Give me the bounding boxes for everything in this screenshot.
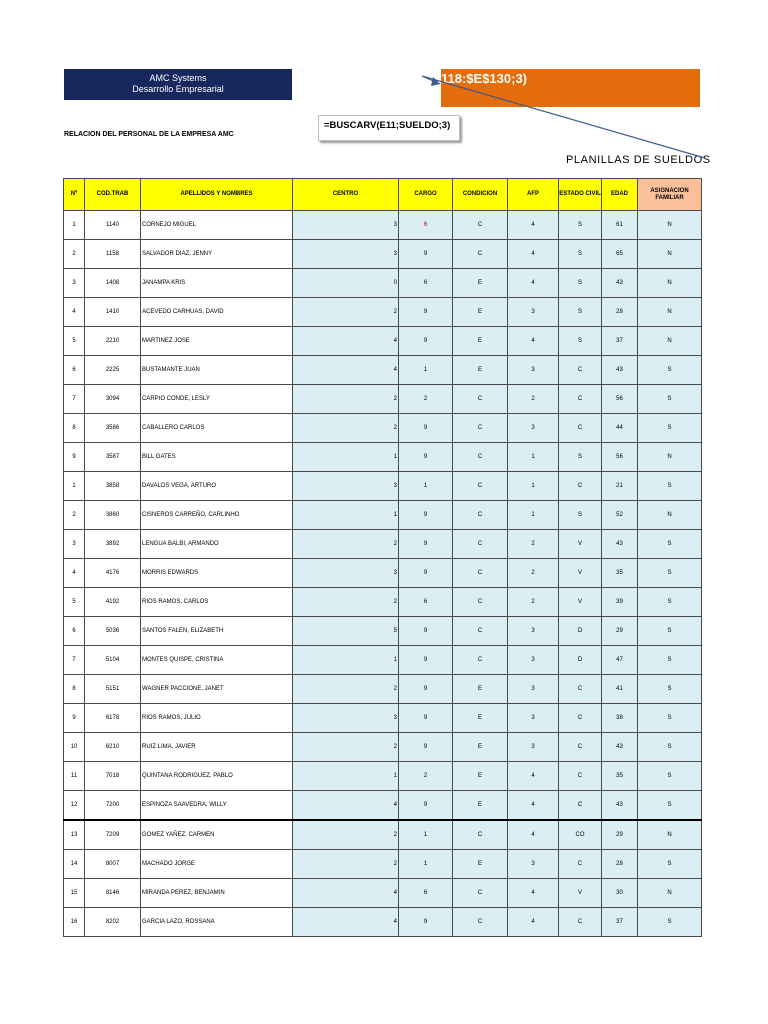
cell-nombre[interactable]: MORRIS EDWARDS xyxy=(141,559,293,588)
table-row xyxy=(64,908,702,937)
cell-estado-civil[interactable]: C xyxy=(559,762,602,791)
cell-estado-civil[interactable]: C xyxy=(559,472,602,501)
cell-n[interactable]: 5 xyxy=(64,588,85,617)
cell-cargo[interactable]: 6 xyxy=(399,588,453,617)
cell-edad[interactable]: 52 xyxy=(602,501,638,530)
table-row xyxy=(64,733,702,762)
cell-centro[interactable]: 3 xyxy=(293,472,399,501)
cell-nombre[interactable]: GOMEZ YAÑEZ, CARMEN xyxy=(141,820,293,850)
cell-condicion[interactable]: E xyxy=(453,298,508,327)
cell-nombre[interactable]: RUIZ LIMA, JAVIER xyxy=(141,733,293,762)
header-cod: COD.TRAB xyxy=(85,179,141,211)
cell-asignacion[interactable]: S xyxy=(638,385,702,414)
table-row xyxy=(64,443,702,472)
cell-afp[interactable]: 1 xyxy=(508,501,559,530)
cell-estado-civil[interactable]: S xyxy=(559,269,602,298)
cell-cod[interactable]: 8202 xyxy=(85,908,141,937)
cell-afp[interactable]: 4 xyxy=(508,820,559,850)
cell-n[interactable]: 6 xyxy=(64,617,85,646)
cell-centro[interactable]: 2 xyxy=(293,298,399,327)
cell-n[interactable]: 3 xyxy=(64,530,85,559)
cell-n[interactable]: 16 xyxy=(64,908,85,937)
cell-cargo[interactable]: 9 xyxy=(399,704,453,733)
cell-afp[interactable]: 3 xyxy=(508,646,559,675)
cell-cod[interactable]: 6178 xyxy=(85,704,141,733)
cell-edad[interactable]: 39 xyxy=(602,588,638,617)
cell-cod[interactable]: 7200 xyxy=(85,791,141,821)
cell-edad[interactable]: 43 xyxy=(602,791,638,821)
cell-cod[interactable]: 3587 xyxy=(85,443,141,472)
cell-cargo[interactable]: 9 xyxy=(399,646,453,675)
cell-nombre[interactable]: SALVADOR DIAZ, JENNY xyxy=(141,240,293,269)
cell-asignacion[interactable]: S xyxy=(638,530,702,559)
cell-asignacion[interactable]: N xyxy=(638,298,702,327)
cell-edad[interactable]: 35 xyxy=(602,762,638,791)
cell-centro[interactable]: 4 xyxy=(293,327,399,356)
cell-nombre[interactable]: WAGNER PACCIONE, JANET xyxy=(141,675,293,704)
cell-nombre[interactable]: RIOS RAMOS, CARLOS xyxy=(141,588,293,617)
cell-nombre[interactable]: DAVALOS VEGA, ARTURO xyxy=(141,472,293,501)
cell-estado-civil[interactable]: S xyxy=(559,501,602,530)
cell-nombre[interactable]: CARPIO CONDE, LESLY xyxy=(141,385,293,414)
cell-nombre[interactable]: LENGUA BALBI, ARMANDO xyxy=(141,530,293,559)
connector-line-long xyxy=(422,76,705,158)
cell-asignacion[interactable]: S xyxy=(638,356,702,385)
cell-edad[interactable]: 56 xyxy=(602,443,638,472)
cell-centro[interactable]: 4 xyxy=(293,879,399,908)
cell-cod[interactable]: 3094 xyxy=(85,385,141,414)
cell-cod[interactable]: 7209 xyxy=(85,820,141,850)
cell-condicion[interactable]: C xyxy=(453,501,508,530)
cell-edad[interactable]: 38 xyxy=(602,704,638,733)
cell-centro[interactable]: 1 xyxy=(293,646,399,675)
cell-condicion[interactable]: C xyxy=(453,617,508,646)
cell-estado-civil[interactable]: C xyxy=(559,356,602,385)
cell-n[interactable]: 11 xyxy=(64,762,85,791)
cell-cargo[interactable]: 9 xyxy=(399,298,453,327)
cell-afp[interactable]: 3 xyxy=(508,733,559,762)
table-row xyxy=(64,269,702,298)
table-row xyxy=(64,211,702,240)
cell-n[interactable]: 14 xyxy=(64,850,85,879)
cell-cargo[interactable]: 9 xyxy=(399,240,453,269)
cell-cod[interactable]: 5036 xyxy=(85,617,141,646)
cell-condicion[interactable]: E xyxy=(453,791,508,821)
cell-condicion[interactable]: E xyxy=(453,327,508,356)
header-n: Nº xyxy=(64,179,85,211)
cell-estado-civil[interactable]: S xyxy=(559,240,602,269)
table-row xyxy=(64,385,702,414)
cell-centro[interactable]: 1 xyxy=(293,443,399,472)
cell-centro[interactable]: 1 xyxy=(293,762,399,791)
cell-centro[interactable]: 0 xyxy=(293,269,399,298)
cell-afp[interactable]: 2 xyxy=(508,588,559,617)
cell-cod[interactable]: 1408 xyxy=(85,269,141,298)
cell-cod[interactable]: 7018 xyxy=(85,762,141,791)
cell-edad[interactable]: 65 xyxy=(602,240,638,269)
cell-cod[interactable]: 3586 xyxy=(85,414,141,443)
cell-estado-civil[interactable]: V xyxy=(559,530,602,559)
table-row xyxy=(64,617,702,646)
cell-estado-civil[interactable]: C xyxy=(559,385,602,414)
cell-nombre[interactable]: CABALLERO CARLOS xyxy=(141,414,293,443)
cell-edad[interactable]: 28 xyxy=(602,850,638,879)
cell-cargo[interactable]: 6 xyxy=(399,879,453,908)
cell-estado-civil[interactable]: CO xyxy=(559,820,602,850)
cell-condicion[interactable]: C xyxy=(453,240,508,269)
cell-nombre[interactable]: CORNEJO MIGUEL xyxy=(141,211,293,240)
table-row xyxy=(64,559,702,588)
cell-edad[interactable]: 43 xyxy=(602,530,638,559)
cell-n[interactable]: 4 xyxy=(64,559,85,588)
cell-afp[interactable]: 4 xyxy=(508,327,559,356)
cell-cargo[interactable]: 9 xyxy=(399,675,453,704)
table-row xyxy=(64,501,702,530)
cell-centro[interactable]: 3 xyxy=(293,559,399,588)
cell-n[interactable]: 8 xyxy=(64,675,85,704)
cell-n[interactable]: 13 xyxy=(64,820,85,850)
cell-edad[interactable]: 29 xyxy=(602,617,638,646)
cell-cargo[interactable]: 6 xyxy=(399,269,453,298)
cell-cargo[interactable]: 6 xyxy=(399,211,453,240)
cell-asignacion[interactable]: S xyxy=(638,762,702,791)
table-row xyxy=(64,530,702,559)
cell-edad[interactable]: 43 xyxy=(602,269,638,298)
cell-n[interactable]: 9 xyxy=(64,704,85,733)
cell-condicion[interactable]: C xyxy=(453,414,508,443)
cell-cod[interactable]: 3860 xyxy=(85,501,141,530)
cell-cargo[interactable]: 9 xyxy=(399,530,453,559)
cell-cod[interactable]: 1410 xyxy=(85,298,141,327)
employee-table xyxy=(63,178,702,937)
cell-afp[interactable]: 3 xyxy=(508,298,559,327)
cell-cod[interactable]: 6210 xyxy=(85,733,141,762)
cell-cargo[interactable]: 9 xyxy=(399,733,453,762)
cell-centro[interactable]: 3 xyxy=(293,240,399,269)
cell-edad[interactable]: 47 xyxy=(602,646,638,675)
cell-cargo[interactable]: 1 xyxy=(399,472,453,501)
cell-centro[interactable]: 3 xyxy=(293,211,399,240)
cell-edad[interactable]: 43 xyxy=(602,356,638,385)
header-afp: AFP xyxy=(508,179,559,211)
header-condicion: CONDICION xyxy=(453,179,508,211)
cell-cargo[interactable]: 9 xyxy=(399,414,453,443)
cell-afp[interactable]: 4 xyxy=(508,269,559,298)
cell-asignacion[interactable]: S xyxy=(638,559,702,588)
cell-nombre[interactable]: QUINTANA RODRIGUEZ, PABLO xyxy=(141,762,293,791)
arrowhead-icon xyxy=(431,77,440,86)
cell-afp[interactable]: 1 xyxy=(508,443,559,472)
cell-centro[interactable]: 2 xyxy=(293,733,399,762)
cell-condicion[interactable]: C xyxy=(453,559,508,588)
cell-asignacion[interactable]: S xyxy=(638,791,702,821)
cell-cod[interactable]: 8146 xyxy=(85,879,141,908)
cell-nombre[interactable]: MONTES QUISPE, CRISTINA xyxy=(141,646,293,675)
cell-cod[interactable]: 5104 xyxy=(85,646,141,675)
cell-edad[interactable]: 56 xyxy=(602,385,638,414)
cell-asignacion[interactable]: S xyxy=(638,414,702,443)
cell-nombre[interactable]: JANAMPA KRIS xyxy=(141,269,293,298)
cell-nombre[interactable]: GARCIA LAZO, ROSSANA xyxy=(141,908,293,937)
cell-afp[interactable]: 3 xyxy=(508,414,559,443)
cell-condicion[interactable]: E xyxy=(453,269,508,298)
cell-asignacion[interactable]: N xyxy=(638,211,702,240)
cell-nombre[interactable]: BUSTAMANTE JUAN xyxy=(141,356,293,385)
cell-n[interactable]: 7 xyxy=(64,385,85,414)
table-row xyxy=(64,850,702,879)
cell-condicion[interactable]: E xyxy=(453,850,508,879)
table-row xyxy=(64,240,702,269)
cell-cargo[interactable]: 1 xyxy=(399,820,453,850)
cell-asignacion[interactable]: S xyxy=(638,675,702,704)
cell-cargo[interactable]: 2 xyxy=(399,762,453,791)
cell-cargo[interactable]: 9 xyxy=(399,327,453,356)
cell-cod[interactable]: 2210 xyxy=(85,327,141,356)
table-row xyxy=(64,646,702,675)
cell-edad[interactable]: 30 xyxy=(602,879,638,908)
cell-condicion[interactable]: E xyxy=(453,356,508,385)
cell-cargo[interactable]: 9 xyxy=(399,908,453,937)
cell-afp[interactable]: 1 xyxy=(508,472,559,501)
cell-afp[interactable]: 4 xyxy=(508,908,559,937)
cell-n[interactable]: 6 xyxy=(64,356,85,385)
cell-estado-civil[interactable]: S xyxy=(559,298,602,327)
cell-cargo[interactable]: 9 xyxy=(399,443,453,472)
cell-asignacion[interactable]: N xyxy=(638,820,702,850)
cell-nombre[interactable]: ESPINOZA SAAVEDRA, WILLY xyxy=(141,791,293,821)
cell-condicion[interactable]: C xyxy=(453,879,508,908)
cell-centro[interactable]: 1 xyxy=(293,501,399,530)
header-asignacion: ASIGNACION FAMILIAR xyxy=(638,179,702,211)
cell-n[interactable]: 12 xyxy=(64,791,85,821)
header-nombre: APELLIDOS Y NOMBRES xyxy=(141,179,293,211)
table-row xyxy=(64,762,702,791)
cell-centro[interactable]: 5 xyxy=(293,617,399,646)
table-row xyxy=(64,414,702,443)
cell-edad[interactable]: 28 xyxy=(602,298,638,327)
cell-cod[interactable]: 2225 xyxy=(85,356,141,385)
cell-n[interactable]: 2 xyxy=(64,240,85,269)
cell-estado-civil[interactable]: V xyxy=(559,559,602,588)
cell-n[interactable]: 8 xyxy=(64,414,85,443)
cell-centro[interactable]: 4 xyxy=(293,791,399,821)
cell-estado-civil[interactable]: C xyxy=(559,850,602,879)
cell-n[interactable]: 5 xyxy=(64,327,85,356)
cell-cod[interactable]: 5151 xyxy=(85,675,141,704)
cell-edad[interactable]: 37 xyxy=(602,908,638,937)
cell-centro[interactable]: 2 xyxy=(293,385,399,414)
cell-edad[interactable]: 21 xyxy=(602,472,638,501)
table-row xyxy=(64,675,702,704)
cell-estado-civil[interactable]: C xyxy=(559,414,602,443)
table-row xyxy=(64,356,702,385)
table-row xyxy=(64,298,702,327)
cell-afp[interactable]: 3 xyxy=(508,704,559,733)
cell-condicion[interactable]: E xyxy=(453,675,508,704)
cell-cargo[interactable]: 9 xyxy=(399,501,453,530)
cell-asignacion[interactable]: N xyxy=(638,443,702,472)
company-name: AMC Systems xyxy=(149,73,207,83)
cell-cod[interactable]: 4176 xyxy=(85,559,141,588)
cell-afp[interactable]: 4 xyxy=(508,879,559,908)
cell-cargo[interactable]: 9 xyxy=(399,617,453,646)
cell-cod[interactable]: 3858 xyxy=(85,472,141,501)
formula-callout: =BUSCARV(E11;SUELDO;3) xyxy=(318,115,460,141)
cell-edad[interactable]: 35 xyxy=(602,559,638,588)
cell-estado-civil[interactable]: S xyxy=(559,443,602,472)
cell-centro[interactable]: 4 xyxy=(293,356,399,385)
cell-nombre[interactable]: MACHADO JORGE xyxy=(141,850,293,879)
table-header-row xyxy=(64,179,702,211)
cell-cargo[interactable]: 1 xyxy=(399,356,453,385)
cell-afp[interactable]: 3 xyxy=(508,617,559,646)
table-row xyxy=(64,879,702,908)
cell-asignacion[interactable]: N xyxy=(638,501,702,530)
cell-cod[interactable]: 1140 xyxy=(85,211,141,240)
header-edad: EDAD xyxy=(602,179,638,211)
cell-condicion[interactable]: C xyxy=(453,472,508,501)
cell-nombre[interactable]: RIOS RAMOS, JULIO xyxy=(141,704,293,733)
cell-condicion[interactable]: C xyxy=(453,530,508,559)
cell-n[interactable]: 7 xyxy=(64,646,85,675)
cell-edad[interactable]: 43 xyxy=(602,733,638,762)
cell-afp[interactable]: 4 xyxy=(508,791,559,821)
cell-nombre[interactable]: SANTOS FALEN, ELIZABETH xyxy=(141,617,293,646)
table-body xyxy=(64,211,702,937)
cell-estado-civil[interactable]: S xyxy=(559,211,602,240)
header-centro: CENTRO xyxy=(293,179,399,211)
cell-condicion[interactable]: C xyxy=(453,385,508,414)
cell-asignacion[interactable]: N xyxy=(638,879,702,908)
cell-estado-civil[interactable]: C xyxy=(559,675,602,704)
cell-cod[interactable]: 1158 xyxy=(85,240,141,269)
cell-centro[interactable]: 3 xyxy=(293,704,399,733)
cell-afp[interactable]: 2 xyxy=(508,559,559,588)
cell-estado-civil[interactable]: V xyxy=(559,879,602,908)
cell-n[interactable]: 10 xyxy=(64,733,85,762)
cell-condicion[interactable]: C xyxy=(453,646,508,675)
cell-cod[interactable]: 3892 xyxy=(85,530,141,559)
cell-edad[interactable]: 41 xyxy=(602,675,638,704)
cell-asignacion[interactable]: S xyxy=(638,588,702,617)
cell-condicion[interactable]: E xyxy=(453,704,508,733)
cell-estado-civil[interactable]: D xyxy=(559,617,602,646)
table-row xyxy=(64,704,702,733)
cell-edad[interactable]: 44 xyxy=(602,414,638,443)
cell-edad[interactable]: 61 xyxy=(602,211,638,240)
cell-edad[interactable]: 37 xyxy=(602,327,638,356)
cell-cod[interactable]: 8007 xyxy=(85,850,141,879)
header-cargo: CARGO xyxy=(399,179,453,211)
cell-afp[interactable]: 3 xyxy=(508,850,559,879)
cell-n[interactable]: 3 xyxy=(64,269,85,298)
cell-cargo[interactable]: 2 xyxy=(399,385,453,414)
header-estado-civil: ESTADO CIVIL xyxy=(559,179,602,211)
cell-nombre[interactable]: MIRANDA PEREZ, BENJAMIN xyxy=(141,879,293,908)
cell-centro[interactable]: 4 xyxy=(293,908,399,937)
cell-afp[interactable]: 4 xyxy=(508,211,559,240)
cell-afp[interactable]: 3 xyxy=(508,675,559,704)
cell-asignacion[interactable]: S xyxy=(638,850,702,879)
cell-asignacion[interactable]: S xyxy=(638,617,702,646)
cell-estado-civil[interactable]: D xyxy=(559,646,602,675)
cell-asignacion[interactable]: S xyxy=(638,733,702,762)
page-title: PLANILLAS DE SUELDOS xyxy=(566,154,711,166)
cell-afp[interactable]: 4 xyxy=(508,762,559,791)
cell-nombre[interactable]: CISNEROS CARREÑO, CARLINHO xyxy=(141,501,293,530)
cell-asignacion[interactable]: S xyxy=(638,908,702,937)
cell-centro[interactable]: 2 xyxy=(293,675,399,704)
cell-cargo[interactable]: 1 xyxy=(399,850,453,879)
cell-condicion[interactable]: C xyxy=(453,908,508,937)
cell-n[interactable]: 4 xyxy=(64,298,85,327)
cell-nombre[interactable]: MARTINEZ JOSE xyxy=(141,327,293,356)
cell-estado-civil[interactable]: C xyxy=(559,908,602,937)
cell-condicion[interactable]: C xyxy=(453,211,508,240)
cell-centro[interactable]: 2 xyxy=(293,850,399,879)
cell-nombre[interactable]: ACEVEDO CARHUAS, DAVID xyxy=(141,298,293,327)
cell-nombre[interactable]: BILL GATES xyxy=(141,443,293,472)
table-row xyxy=(64,472,702,501)
cell-estado-civil[interactable]: S xyxy=(559,327,602,356)
cell-asignacion[interactable]: N xyxy=(638,327,702,356)
cell-estado-civil[interactable]: C xyxy=(559,704,602,733)
cell-n[interactable]: 2 xyxy=(64,501,85,530)
cell-cargo[interactable]: 9 xyxy=(399,559,453,588)
cell-condicion[interactable]: C xyxy=(453,820,508,850)
cell-n[interactable]: 9 xyxy=(64,443,85,472)
cell-n[interactable]: 1 xyxy=(64,472,85,501)
company-tagline: Desarrollo Empresarial xyxy=(132,84,224,94)
cell-afp[interactable]: 2 xyxy=(508,530,559,559)
cell-condicion[interactable]: C xyxy=(453,443,508,472)
cell-afp[interactable]: 2 xyxy=(508,385,559,414)
cell-asignacion[interactable]: S xyxy=(638,704,702,733)
cell-cod[interactable]: 4192 xyxy=(85,588,141,617)
table-row xyxy=(64,791,702,821)
cell-cargo[interactable]: 9 xyxy=(399,791,453,821)
table-row xyxy=(64,820,702,850)
cell-asignacion[interactable]: N xyxy=(638,240,702,269)
cell-estado-civil[interactable]: V xyxy=(559,588,602,617)
cell-n[interactable]: 1 xyxy=(64,211,85,240)
cell-estado-civil[interactable]: C xyxy=(559,791,602,821)
cell-condicion[interactable]: C xyxy=(453,588,508,617)
formula-banner-text: 118:$E$130;3) xyxy=(441,71,528,86)
cell-condicion[interactable]: E xyxy=(453,762,508,791)
cell-asignacion[interactable]: S xyxy=(638,472,702,501)
cell-edad[interactable]: 29 xyxy=(602,820,638,850)
cell-centro[interactable]: 2 xyxy=(293,530,399,559)
cell-afp[interactable]: 3 xyxy=(508,356,559,385)
cell-condicion[interactable]: E xyxy=(453,733,508,762)
cell-afp[interactable]: 4 xyxy=(508,240,559,269)
cell-estado-civil[interactable]: C xyxy=(559,733,602,762)
cell-centro[interactable]: 2 xyxy=(293,820,399,850)
table-row xyxy=(64,327,702,356)
cell-n[interactable]: 15 xyxy=(64,879,85,908)
cell-centro[interactable]: 2 xyxy=(293,414,399,443)
cell-centro[interactable]: 2 xyxy=(293,588,399,617)
cell-asignacion[interactable]: N xyxy=(638,269,702,298)
cell-asignacion[interactable]: S xyxy=(638,646,702,675)
page-subtitle: RELACION DEL PERSONAL DE LA EMPRESA AMC xyxy=(64,131,234,138)
table-row xyxy=(64,588,702,617)
